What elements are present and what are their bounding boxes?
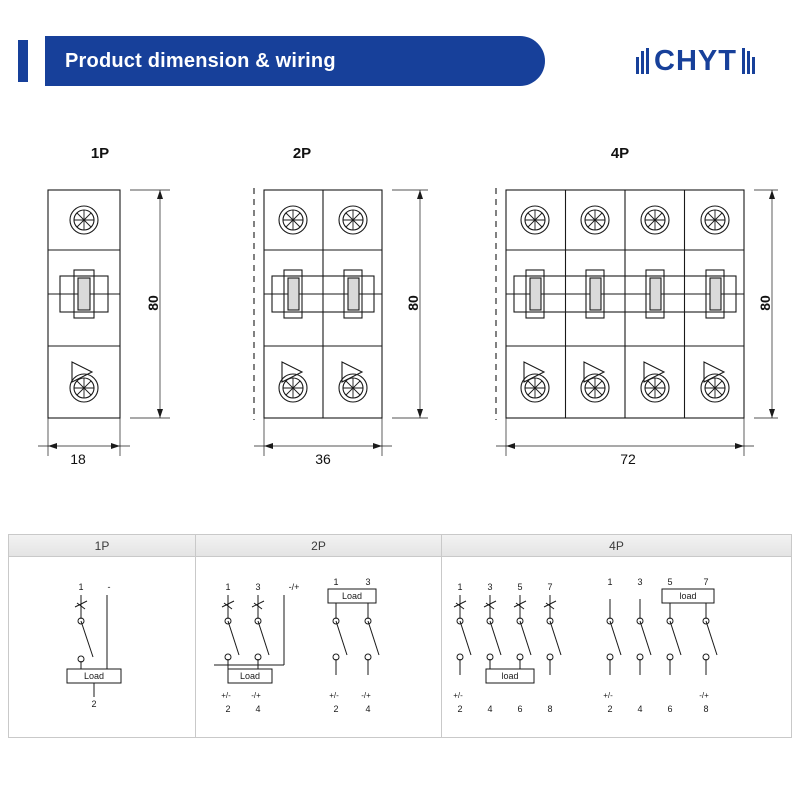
drawing-1p [30, 166, 210, 496]
polarity-4p-b1: +/- [603, 691, 613, 700]
dimension-1p-width: 18 [70, 451, 86, 467]
dimension-4p-width: 72 [620, 451, 636, 467]
svg-text:2: 2 [457, 704, 463, 714]
wiring-diagram-1p [9, 557, 196, 737]
svg-text:4: 4 [487, 704, 493, 714]
load-label-2p-b: Load [341, 591, 363, 601]
wiring-diagram-4p [442, 557, 791, 737]
drawing-4p [482, 166, 782, 496]
page-title: Product dimension & wiring [65, 49, 336, 72]
load-label-1p: Load [83, 671, 105, 681]
drawing-label-2p: 2P [292, 145, 312, 162]
wiring-table-header [9, 535, 791, 557]
wiring-header-1p: 1P [9, 535, 196, 557]
drawing-label-4p: 4P [610, 145, 630, 162]
polarity-2p-a-b1: +/- [221, 691, 231, 700]
svg-text:6: 6 [517, 704, 523, 714]
header-accent-bar [18, 40, 28, 82]
svg-text:3: 3 [255, 582, 261, 592]
svg-text:7: 7 [703, 577, 709, 587]
svg-text:2: 2 [333, 704, 339, 714]
load-label-2p-a: Load [239, 671, 261, 681]
svg-text:6: 6 [667, 704, 673, 714]
svg-text:5: 5 [517, 582, 523, 592]
page-header [0, 36, 800, 92]
load-label-4p-a: load [501, 671, 519, 681]
terminal-label-neutral: - [107, 582, 111, 592]
svg-text:2: 2 [607, 704, 613, 714]
dimension-2p-width: 36 [315, 451, 331, 467]
svg-text:3: 3 [365, 577, 371, 587]
dimension-4p-height: 80 [757, 295, 773, 311]
polarity-2p-b1: +/- [329, 691, 339, 700]
dimension-2p-height: 80 [405, 295, 421, 311]
svg-text:1: 1 [457, 582, 463, 592]
svg-text:1: 1 [333, 577, 339, 587]
drawing-2p [238, 166, 438, 496]
svg-text:4: 4 [255, 704, 261, 714]
polarity-2p-a-top: -/+ [288, 582, 300, 592]
dimension-1p-height: 80 [145, 295, 161, 311]
wiring-diagram-2p [196, 557, 442, 737]
brand-logo [636, 42, 755, 80]
wiring-cell-1p [9, 557, 196, 737]
load-label-4p-b: load [679, 591, 697, 601]
polarity-4p-a: +/- [453, 691, 463, 700]
wiring-header-4p: 4P [442, 535, 791, 557]
logo-left-bars-icon [636, 48, 651, 74]
logo-text: CHYT [654, 44, 737, 77]
wiring-table [8, 534, 792, 738]
svg-text:4: 4 [365, 704, 371, 714]
svg-text:1: 1 [607, 577, 613, 587]
logo-right-bars-icon [740, 48, 755, 74]
svg-text:1: 1 [225, 582, 231, 592]
svg-text:2: 2 [225, 704, 231, 714]
svg-text:5: 5 [667, 577, 673, 587]
polarity-4p-b2: -/+ [699, 691, 709, 700]
svg-text:4: 4 [637, 704, 643, 714]
svg-text:3: 3 [637, 577, 643, 587]
terminal-label-1: 1 [78, 582, 84, 592]
dimension-drawings [0, 140, 800, 520]
drawing-label-1p: 1P [90, 145, 110, 162]
wiring-cell-2p [196, 557, 442, 737]
header-banner [45, 36, 545, 86]
wiring-header-2p: 2P [196, 535, 442, 557]
svg-text:8: 8 [703, 704, 709, 714]
wiring-table-body [9, 557, 791, 737]
wiring-cell-4p [442, 557, 791, 737]
terminal-label-2: 2 [91, 699, 97, 709]
svg-text:7: 7 [547, 582, 553, 592]
polarity-2p-b2: -/+ [361, 691, 371, 700]
svg-text:3: 3 [487, 582, 493, 592]
svg-text:8: 8 [547, 704, 553, 714]
polarity-2p-a-b2: -/+ [251, 691, 261, 700]
